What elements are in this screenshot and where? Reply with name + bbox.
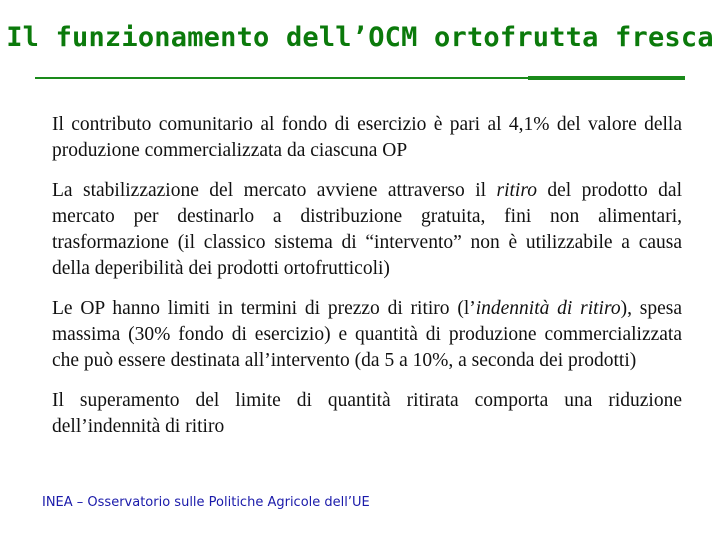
- paragraph-text: La stabilizzazione del mercato avviene attraverso il: [52, 180, 497, 201]
- paragraph-text: Le OP hanno limiti in termini di prezzo di ritiro (l’: [52, 298, 476, 319]
- paragraph-emphasis: indennità di ritiro: [475, 298, 621, 319]
- paragraph-text: Il contributo comunitario al fondo di esercizio è pari al 4,1% del valore della produzione commercializzata da ciascuna OP: [52, 114, 682, 161]
- paragraph-superamento: [52, 388, 682, 440]
- paragraph-text: del prodotto dal mercato per destinarlo a distribuzione gratuita, fini non alimentari, trasformazione (il classico sistema di “intervento” non è utilizzabile a causa della deperibilità dei prodotti ortofrutticoli): [52, 180, 682, 279]
- paragraph-contributo: [52, 112, 682, 164]
- paragraph-emphasis: ritiro: [496, 180, 537, 201]
- paragraph-stabilizzazione: [52, 178, 682, 282]
- slide-footer: INEA – Osservatorio sulle Politiche Agricole dell’UE: [42, 495, 370, 510]
- title-underline-accent: [528, 76, 685, 80]
- paragraph-limiti: [52, 296, 682, 374]
- slide-title: Il funzionamento dell’OCM ortofrutta fresca: [6, 22, 714, 53]
- paragraph-text: ), spesa massima (30% fondo di esercizio) e quantità di produzione commercializzata che può essere destinata all’intervento (da 5 a 10%, a seconda dei prodotti): [52, 298, 682, 371]
- paragraph-text: Il superamento del limite di quantità ritirata comporta una riduzione dell’indennità di ritiro: [52, 390, 682, 437]
- slide-body: [52, 112, 682, 454]
